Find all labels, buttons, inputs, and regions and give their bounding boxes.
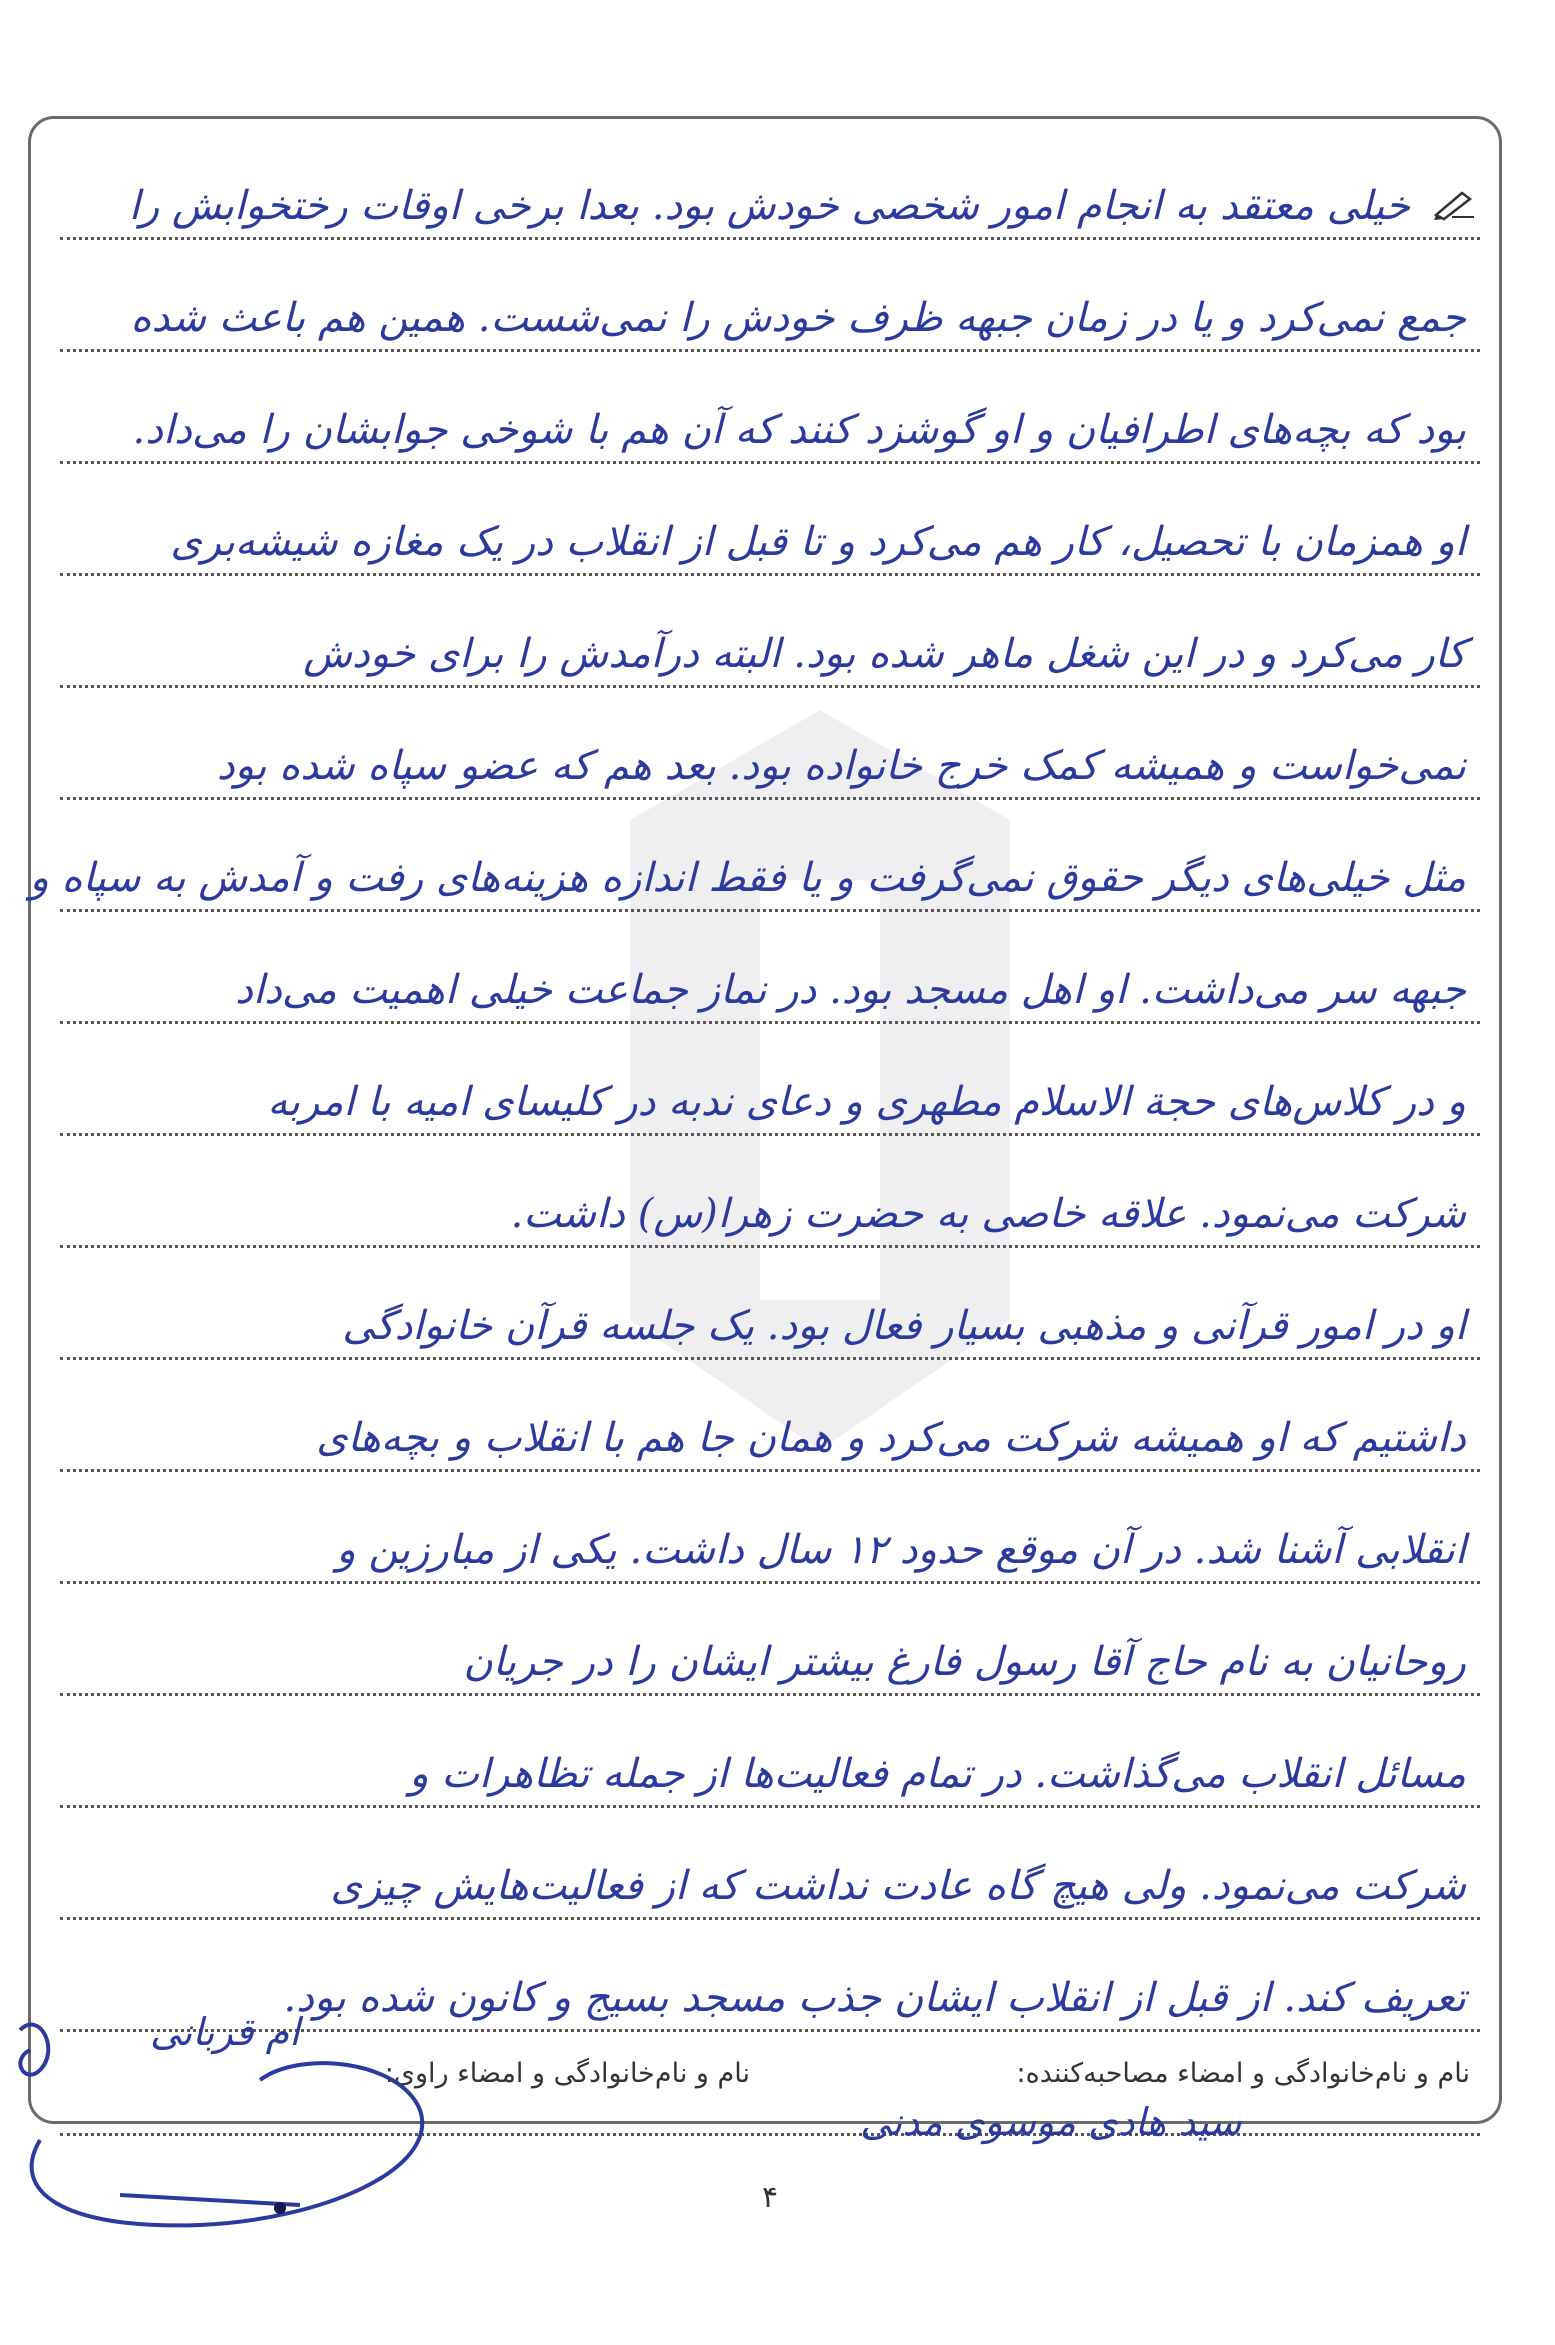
narrator-signature-name: ام قربانی — [150, 2010, 300, 2054]
text-line — [60, 1688, 1480, 1808]
text-line — [60, 1352, 1480, 1472]
text-line — [60, 1240, 1480, 1360]
line-text: او همزمان با تحصیل، کار هم می‌کرد و تا قبل از انقلاب در یک مغازه شیشه‌بری — [170, 519, 1466, 565]
text-line — [60, 1464, 1480, 1584]
text-line — [29, 792, 1480, 912]
text-line — [60, 1016, 1480, 1136]
text-line — [60, 1128, 1480, 1248]
interviewer-label: نام و نام‌خانوادگی و امضاء مصاحبه‌کننده: — [1016, 2058, 1470, 2089]
line-text: مثل خیلی‌های دیگر حقوق نمی‌گرفت و یا فقط اندازه هزینه‌های رفت و آمدش به سپاه و — [29, 855, 1466, 901]
pen-writing-icon — [1432, 187, 1476, 221]
line-text: روحانیان به نام حاج آقا رسول فارغ بیشتر ایشان را در جریان — [463, 1639, 1466, 1685]
line-text: جبهه سر می‌داشت. او اهل مسجد بود. در نماز جماعت خیلی اهمیت می‌داد — [235, 967, 1466, 1013]
text-line — [60, 344, 1480, 464]
line-text: داشتیم که او همیشه شرکت می‌کرد و همان جا هم با انقلاب و بچه‌های — [316, 1415, 1466, 1461]
line-text: و در کلاس‌های حجة الاسلام مطهری و دعای ندبه در کلیسای امیه با امر‌به — [267, 1079, 1466, 1125]
text-line — [60, 680, 1480, 800]
line-text: شرکت می‌نمود. ولی هیچ گاه عادت نداشت که از فعالیت‌هایش چیزی — [330, 1863, 1466, 1909]
page-number: ۴ — [761, 2180, 779, 2215]
text-line — [60, 904, 1480, 1024]
narrator-label: نام و نام‌خانوادگی و امضاء راوی: — [384, 2058, 750, 2089]
text-line — [60, 456, 1480, 576]
line-text: نمی‌خواست و همیشه کمک خرج خانواده بود. بعد هم که عضو سپاه شده بود — [216, 743, 1466, 789]
line-text: خیلی معتقد به انجام امور شخصی خودش بود. بعدا برخی اوقات رختخوابش را — [128, 183, 1410, 229]
text-line — [60, 232, 1480, 352]
line-text: انقلابی آشنا شد. در آن موقع حدود ۱۲ سال داشت. یکی از مبارزین و — [336, 1527, 1466, 1573]
text-line — [60, 120, 1480, 240]
interviewer-signature-name: سید هادی موسوی مدنی — [860, 2100, 1242, 2144]
text-line — [60, 568, 1480, 688]
text-line — [60, 1800, 1480, 1920]
text-line — [60, 1576, 1480, 1696]
line-text: مسائل انقلاب می‌گذاشت. در تمام فعالیت‌ها از جمله تظاهرات و — [409, 1751, 1466, 1797]
line-text: بود که بچه‌های اطرافیان و او گوشزد کنند که آن هم با شوخی جوابشان را می‌داد. — [132, 407, 1466, 453]
narrator-signature-scribble — [0, 1990, 470, 2240]
line-text: تعریف کند. از قبل از انقلاب ایشان جذب مسجد بسیج و کانون شده بود. — [283, 1975, 1466, 2021]
line-text: جمع نمی‌کرد و یا در زمان جبهه ظرف خودش را نمی‌شست. همین هم باعث شده — [130, 295, 1466, 341]
line-text: او در امور قرآنی و مذهبی بسیار فعال بود. یک جلسه قرآن خانوادگی — [342, 1303, 1466, 1349]
line-text: شرکت می‌نمود. علاقه خاصی به حضرت زهرا(س) داشت. — [510, 1191, 1466, 1237]
line-text: کار می‌کرد و در این شغل ماهر شده بود. البته درآمدش را برای خودش — [303, 631, 1466, 677]
